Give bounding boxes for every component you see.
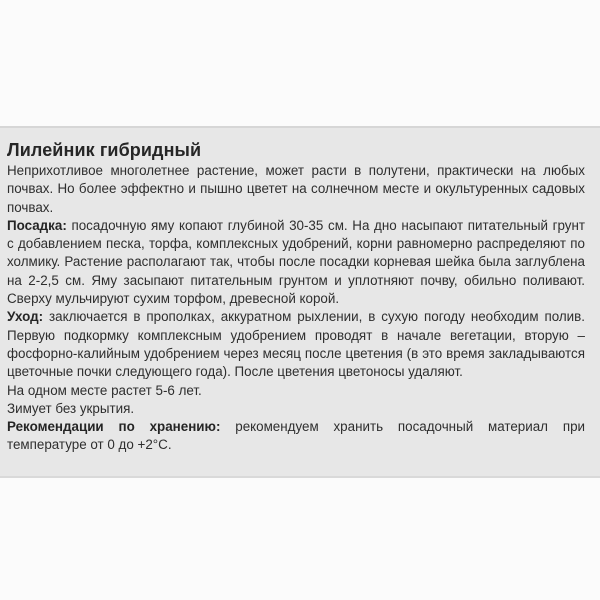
lifespan-line: На одном месте растет 5-6 лет.: [7, 382, 202, 398]
product-description: [7, 139, 585, 455]
planting-text: посадочную яму копают глубиной 30-35 см. На дно насыпают питательный грунт с добавлением песка, торфа, комплексных удобрений, корни равномерно распределяют по холмику. Растение располагают так, чтобы после посадки корневая шейка была заглублена на 2-2,5 см. Яму засыпают питательным грунтом и уплотняют почву, обильно поливают. Сверху мульчируют сухим торфом, древесной корой.: [7, 217, 585, 307]
care-text: заключается в прополках, аккуратном рыхлении, в сухую погоду необходим полив. Первую подкормку комплексным удобрением проводят в начале вегетации, вторую – фосфорно-калийным удобрением через месяц после цветения (в это время закладываются цветочные почки следующего года). После цветения цветоносы удаляют.: [7, 309, 585, 380]
intro-paragraph: Неприхотливое многолетнее растение, может расти в полутени, практически на любых почвах. Но более эффектно и пышно цветет на солнечном месте и окультуренных садовых почвах.: [7, 163, 585, 215]
planting-label: Посадка:: [7, 217, 67, 233]
winter-line: Зимует без укрытия.: [7, 400, 135, 416]
planting-paragraph: [7, 217, 585, 308]
care-label: Уход:: [7, 309, 44, 325]
care-paragraph: [7, 308, 585, 381]
storage-paragraph: [7, 418, 585, 455]
product-info-card: [0, 126, 600, 478]
storage-text: рекомендуем хранить посадочный материал при температуре от 0 до +2°С.: [7, 419, 585, 453]
product-title: Лилейник гибридный: [7, 140, 202, 160]
storage-label: Рекомендации по хранению:: [7, 419, 221, 435]
